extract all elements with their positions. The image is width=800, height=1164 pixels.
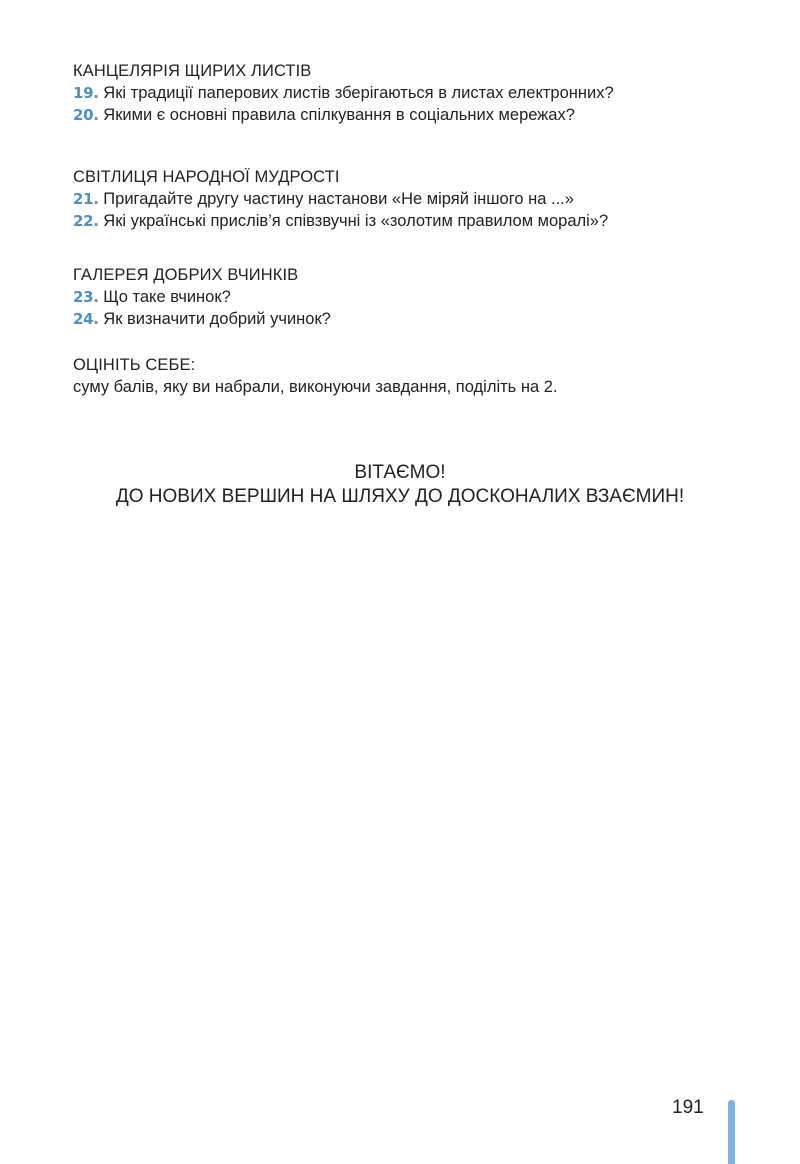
question-text: Якими є основні правила спілкування в соціальних мережах? [103,106,575,124]
question-item [73,286,753,308]
section-wisdom [73,166,753,232]
question-item [73,82,753,104]
question-item [73,104,753,126]
section-heading: ГАЛЕРЕЯ ДОБРИХ ВЧИНКІВ [73,266,299,284]
page-number: 191 [672,1097,704,1118]
question-text: Як визначити добрий учинок? [103,310,331,328]
question-number: 22. [73,212,99,230]
question-number: 21. [73,190,99,208]
question-item [73,188,753,210]
question-text: Які українські прислів’я співзвучні із «золотим правилом моралі»? [103,212,609,230]
question-text: Які традиції паперових листів зберігаються в листах електронних? [103,84,614,102]
question-number: 24. [73,310,99,328]
closing-greeting: ВІТАЄМО! [354,462,446,483]
section-heading: СВІТЛИЦЯ НАРОДНОЇ МУДРОСТІ [73,168,340,186]
question-number: 20. [73,106,99,124]
question-number: 23. [73,288,99,306]
question-number: 19. [73,84,99,102]
self-assessment-text: суму балів, яку ви набрали, виконуючи завдання, поділіть на 2. [73,378,558,396]
section-good-deeds [73,264,753,330]
question-text: Пригадайте другу частину настанови «Не міряй іншого на ...» [103,190,574,208]
self-assessment-heading: ОЦІНІТЬ СЕБЕ: [73,356,196,374]
question-item [73,308,753,330]
section-letters [73,60,753,126]
self-assessment [73,354,753,398]
section-heading: КАНЦЕЛЯРІЯ ЩИРИХ ЛИСТІВ [73,62,312,80]
question-item [73,210,753,232]
closing-motto: ДО НОВИХ ВЕРШИН НА ШЛЯХУ ДО ДОСКОНАЛИХ ВЗАЄМИН! [115,486,685,507]
question-text: Що таке вчинок? [103,288,231,306]
page-edge-bar [728,1100,735,1164]
